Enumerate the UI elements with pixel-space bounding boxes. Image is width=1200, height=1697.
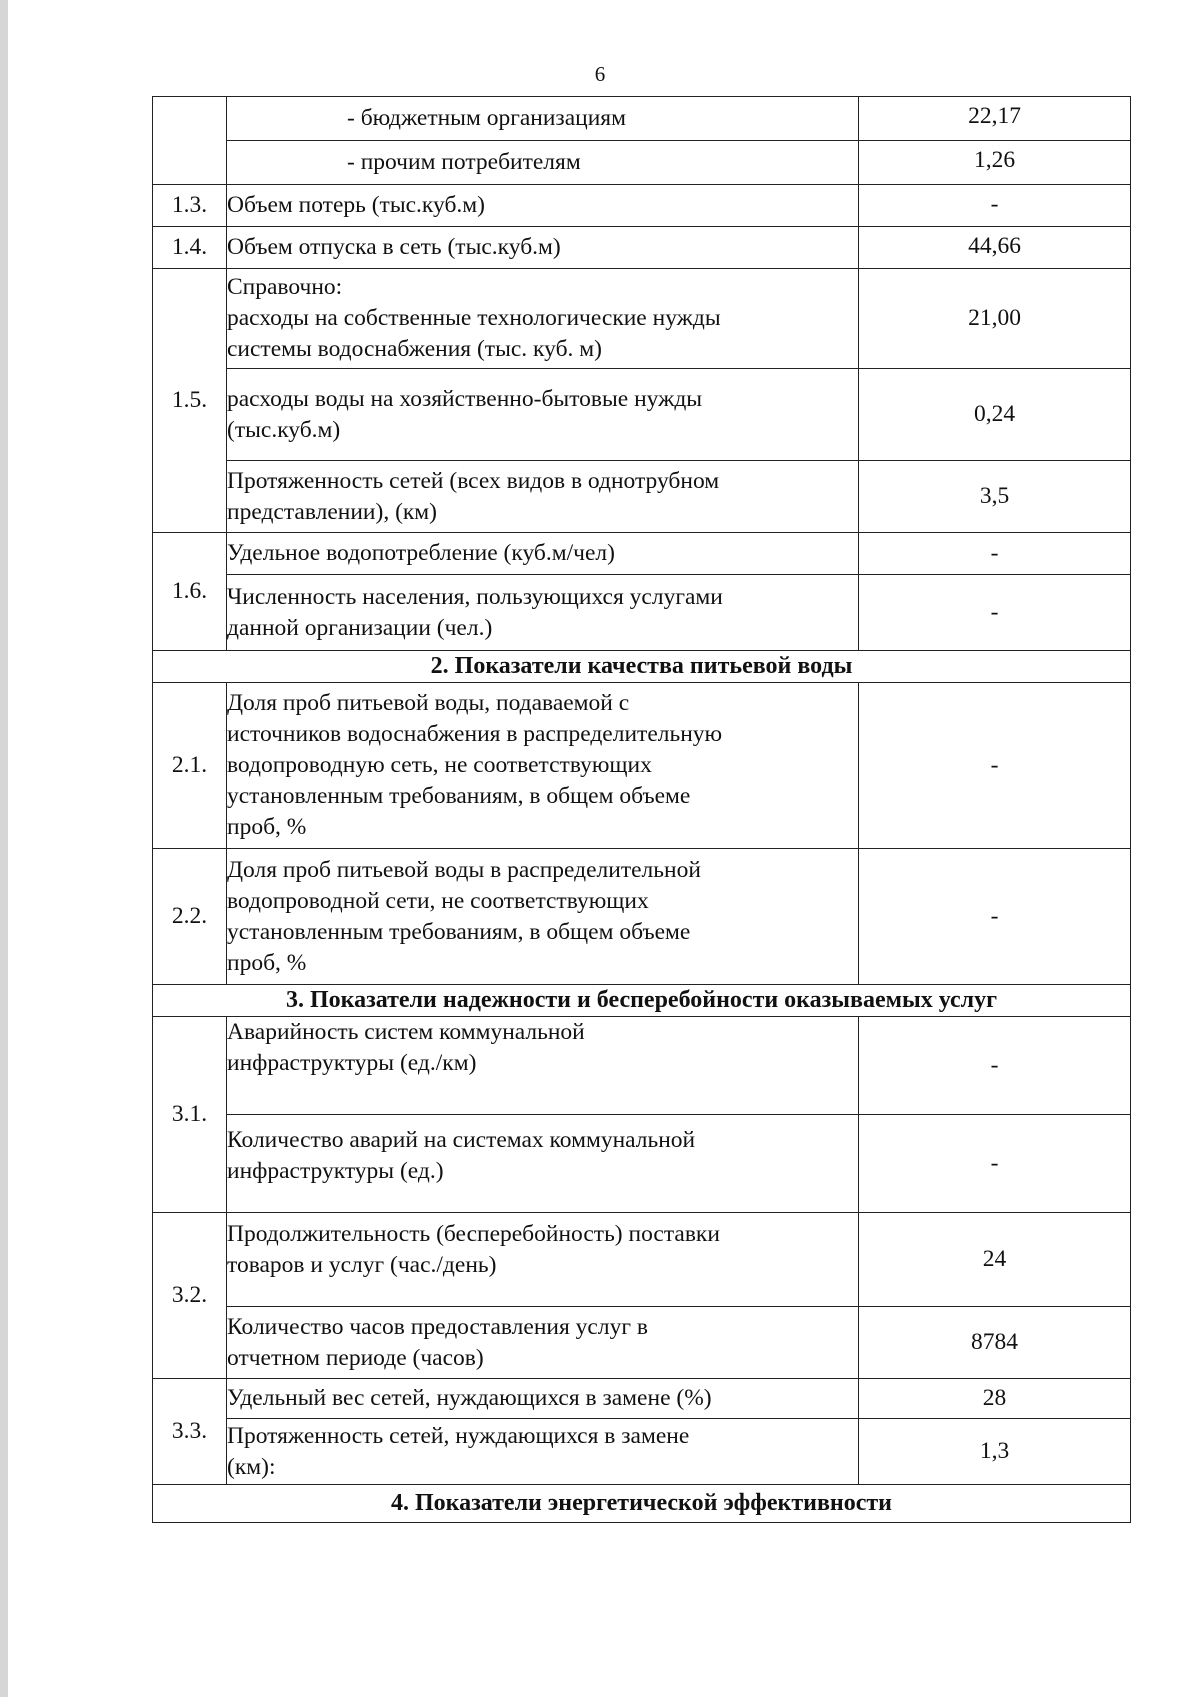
row-description: Численность населения, пользующихся услугами данной организации (чел.) xyxy=(227,575,859,651)
indicators-table xyxy=(152,96,1131,1523)
row-value: - xyxy=(859,849,1131,985)
table-row xyxy=(153,849,1131,985)
scan-edge xyxy=(0,0,8,1697)
row-description: Удельный вес сетей, нуждающихся в замене (%) xyxy=(227,1379,859,1419)
row-value: 1,26 xyxy=(859,141,1131,185)
section-row xyxy=(153,985,1131,1017)
table-row xyxy=(153,683,1131,849)
table-row xyxy=(153,269,1131,369)
section-title: 2. Показатели качества питьевой воды xyxy=(153,651,1131,683)
row-value: 3,5 xyxy=(859,461,1131,533)
table-row xyxy=(153,97,1131,141)
row-value: 8784 xyxy=(859,1307,1131,1379)
row-description: - прочим потребителям xyxy=(227,141,859,185)
table-row xyxy=(153,369,1131,461)
table-row xyxy=(153,1213,1131,1307)
table-row xyxy=(153,461,1131,533)
row-description: Доля проб питьевой воды в распределительной водопроводной сети, не соответствующих установленным требованиям, в общем объеме проб, % xyxy=(227,849,859,985)
row-description: - бюджетным организациям xyxy=(227,97,859,141)
row-value: 24 xyxy=(859,1213,1131,1307)
table-row xyxy=(153,227,1131,269)
table-row xyxy=(153,185,1131,227)
section-row xyxy=(153,651,1131,683)
row-description: Продолжительность (бесперебойность) поставки товаров и услуг (час./день) xyxy=(227,1213,859,1307)
row-number: 3.3. xyxy=(153,1379,227,1485)
row-value: 1,3 xyxy=(859,1419,1131,1485)
row-description: Аварийность систем коммунальной инфраструктуры (ед./км) xyxy=(227,1017,859,1115)
row-number xyxy=(153,97,227,185)
section-title: 4. Показатели энергетической эффективности xyxy=(153,1485,1131,1523)
row-value: - xyxy=(859,683,1131,849)
row-value: - xyxy=(859,185,1131,227)
table-row xyxy=(153,1419,1131,1485)
row-value: 21,00 xyxy=(859,269,1131,369)
row-description: Количество часов предоставления услуг в отчетном периоде (часов) xyxy=(227,1307,859,1379)
table-row xyxy=(153,575,1131,651)
row-description: расходы воды на хозяйственно-бытовые нужды (тыс.куб.м) xyxy=(227,369,859,461)
row-number: 3.1. xyxy=(153,1017,227,1213)
row-description: Протяженность сетей (всех видов в однотрубном представлении), (км) xyxy=(227,461,859,533)
row-description: Протяженность сетей, нуждающихся в замене (км): xyxy=(227,1419,859,1485)
row-value: - xyxy=(859,1017,1131,1115)
row-number: 1.4. xyxy=(153,227,227,269)
row-value: 44,66 xyxy=(859,227,1131,269)
row-description: Количество аварий на системах коммунальной инфраструктуры (ед.) xyxy=(227,1115,859,1213)
section-row xyxy=(153,1485,1131,1523)
row-number: 1.6. xyxy=(153,533,227,651)
row-number: 2.2. xyxy=(153,849,227,985)
row-number: 2.1. xyxy=(153,683,227,849)
table-row xyxy=(153,1115,1131,1213)
row-description: Объем потерь (тыс.куб.м) xyxy=(227,185,859,227)
row-number: 1.3. xyxy=(153,185,227,227)
row-value: 22,17 xyxy=(859,97,1131,141)
page-number: 6 xyxy=(594,62,606,86)
row-value: - xyxy=(859,533,1131,575)
row-description: Доля проб питьевой воды, подаваемой с источников водоснабжения в распределительную водопроводную сеть, не соответствующих установленным требованиям, в общем объеме проб, % xyxy=(227,683,859,849)
row-value: - xyxy=(859,575,1131,651)
table-row xyxy=(153,141,1131,185)
row-description: Справочно: расходы на собственные технологические нужды системы водоснабжения (тыс. куб. м) xyxy=(227,269,859,369)
table-row xyxy=(153,1017,1131,1115)
table-row xyxy=(153,1307,1131,1379)
row-description: Объем отпуска в сеть (тыс.куб.м) xyxy=(227,227,859,269)
row-description: Удельное водопотребление (куб.м/чел) xyxy=(227,533,859,575)
table-row xyxy=(153,1379,1131,1419)
row-value: 28 xyxy=(859,1379,1131,1419)
row-value: - xyxy=(859,1115,1131,1213)
section-title: 3. Показатели надежности и бесперебойности оказываемых услуг xyxy=(153,985,1131,1017)
row-number: 1.5. xyxy=(153,269,227,533)
row-value: 0,24 xyxy=(859,369,1131,461)
row-number: 3.2. xyxy=(153,1213,227,1379)
table-row xyxy=(153,533,1131,575)
